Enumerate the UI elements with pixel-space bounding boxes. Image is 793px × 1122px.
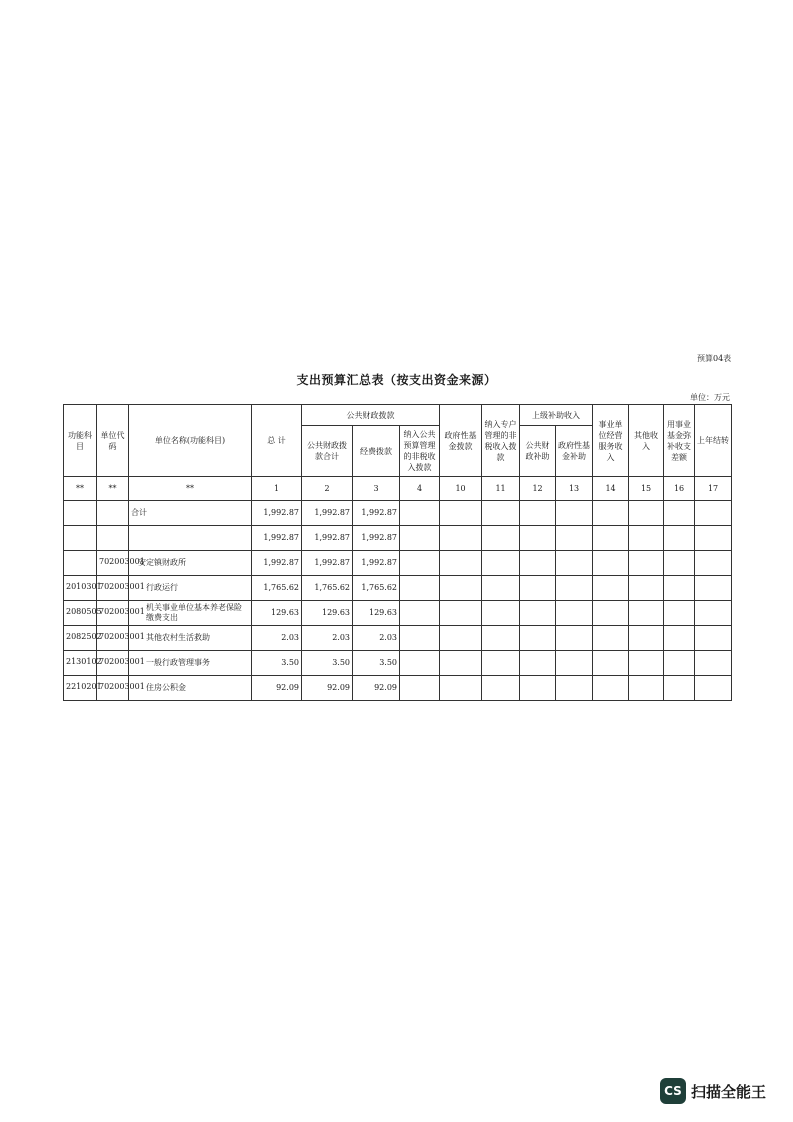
table-row <box>64 651 732 676</box>
name-cell: 机关事业单位基本养老保险缴费支出 <box>129 601 252 626</box>
header-row-1 <box>64 405 732 426</box>
col-special-nontax: 纳入专户管理的非税收入拨款 <box>482 405 520 477</box>
pf-total-cell: 1,992.87 <box>302 526 353 551</box>
index-cell: ** <box>64 477 97 501</box>
unit-code-cell: 702003001 <box>97 626 129 651</box>
funding-cell: 2.03 <box>353 626 400 651</box>
col-gov-fund: 政府性基金拨款 <box>440 405 482 477</box>
func-code-cell: 2010301 <box>64 576 97 601</box>
unit-code-cell: 702003001 <box>97 576 129 601</box>
funding-cell: 1,992.87 <box>353 526 400 551</box>
index-cell: 1 <box>252 477 302 501</box>
col-total: 总 计 <box>252 405 302 477</box>
col-sub-public: 公共财政补助 <box>520 426 556 477</box>
total-cell: 1,992.87 <box>252 551 302 576</box>
index-cell: 2 <box>302 477 353 501</box>
col-pf-funding: 经费拨款 <box>353 426 400 477</box>
index-cell: 15 <box>629 477 664 501</box>
index-cell: 3 <box>353 477 400 501</box>
col-fund-balance: 用事业基金弥补收支差额 <box>664 405 695 477</box>
funding-cell: 1,992.87 <box>353 551 400 576</box>
name-cell <box>129 526 252 551</box>
col-carryover: 上年结转 <box>695 405 732 477</box>
table-row <box>64 526 732 551</box>
total-cell: 129.63 <box>252 601 302 626</box>
pf-total-cell: 129.63 <box>302 601 353 626</box>
func-code-cell: 2130102 <box>64 651 97 676</box>
unit-code-cell: 702003001 <box>97 601 129 626</box>
index-cell: 13 <box>556 477 593 501</box>
funding-cell: 3.50 <box>353 651 400 676</box>
func-code-cell: 2210201 <box>64 676 97 701</box>
col-pf-nontax: 纳入公共预算管理的非税收入拨款 <box>400 426 440 477</box>
unit-code-cell: 702003001 <box>97 651 129 676</box>
funding-cell: 1,992.87 <box>353 501 400 526</box>
index-cell: 14 <box>593 477 629 501</box>
total-cell: 92.09 <box>252 676 302 701</box>
name-cell: 一般行政管理事务 <box>129 651 252 676</box>
unit-code-cell: 702003001 <box>97 676 129 701</box>
pf-total-cell: 2.03 <box>302 626 353 651</box>
index-cell: 16 <box>664 477 695 501</box>
page-title: 支出预算汇总表（按支出资金来源） <box>296 373 497 387</box>
name-cell: 合计 <box>129 501 252 526</box>
pf-total-cell: 1,992.87 <box>302 551 353 576</box>
table-row <box>64 601 732 626</box>
funding-cell: 92.09 <box>353 676 400 701</box>
funding-cell: 129.63 <box>353 601 400 626</box>
col-sub-gov-fund: 政府性基金补助 <box>556 426 593 477</box>
func-code-cell <box>64 526 97 551</box>
func-code-cell <box>64 551 97 576</box>
camscanner-logo-icon: CS <box>660 1078 686 1104</box>
total-cell: 3.50 <box>252 651 302 676</box>
index-row <box>64 477 732 501</box>
table-row <box>64 626 732 651</box>
name-cell: 行政运行 <box>129 576 252 601</box>
table-row <box>64 576 732 601</box>
col-func-code: 功能科目 <box>64 405 97 477</box>
unit-code-cell <box>97 526 129 551</box>
func-code-cell: 2082502 <box>64 626 97 651</box>
name-cell: 其他农村生活救助 <box>129 626 252 651</box>
table-row <box>64 551 732 576</box>
col-other-income: 其他收入 <box>629 405 664 477</box>
unit-code-cell: 702003001 <box>97 551 129 576</box>
index-cell: ** <box>129 477 252 501</box>
pf-total-cell: 3.50 <box>302 651 353 676</box>
pf-total-cell: 92.09 <box>302 676 353 701</box>
watermark-text: 扫描全能王 <box>691 1082 767 1101</box>
form-number: 预算04表 <box>697 354 732 363</box>
scanner-watermark <box>660 1078 766 1104</box>
total-cell: 1,992.87 <box>252 526 302 551</box>
name-cell: 住房公积金 <box>129 676 252 701</box>
total-cell: 1,992.87 <box>252 501 302 526</box>
col-pf-total: 公共财政拨款合计 <box>302 426 353 477</box>
table-row <box>64 676 732 701</box>
unit-label: 单位：万元 <box>690 393 730 402</box>
index-cell: 10 <box>440 477 482 501</box>
total-cell: 2.03 <box>252 626 302 651</box>
index-cell: 17 <box>695 477 732 501</box>
name-cell: 安定镇财政所 <box>129 551 252 576</box>
pf-total-cell: 1,765.62 <box>302 576 353 601</box>
col-public-finance: 公共财政拨款 <box>302 405 440 426</box>
col-unit-name: 单位名称(功能科目) <box>129 405 252 477</box>
table-row <box>64 501 732 526</box>
unit-code-cell <box>97 501 129 526</box>
index-cell: 12 <box>520 477 556 501</box>
index-cell: 4 <box>400 477 440 501</box>
func-code-cell <box>64 501 97 526</box>
budget-table <box>63 404 732 701</box>
col-superior-subsidy: 上级补助收入 <box>520 405 593 426</box>
index-cell: ** <box>97 477 129 501</box>
funding-cell: 1,765.62 <box>353 576 400 601</box>
col-operating-income: 事业单位经营服务收入 <box>593 405 629 477</box>
col-unit-code: 单位代码 <box>97 405 129 477</box>
total-cell: 1,765.62 <box>252 576 302 601</box>
index-cell: 11 <box>482 477 520 501</box>
func-code-cell: 2080505 <box>64 601 97 626</box>
pf-total-cell: 1,992.87 <box>302 501 353 526</box>
